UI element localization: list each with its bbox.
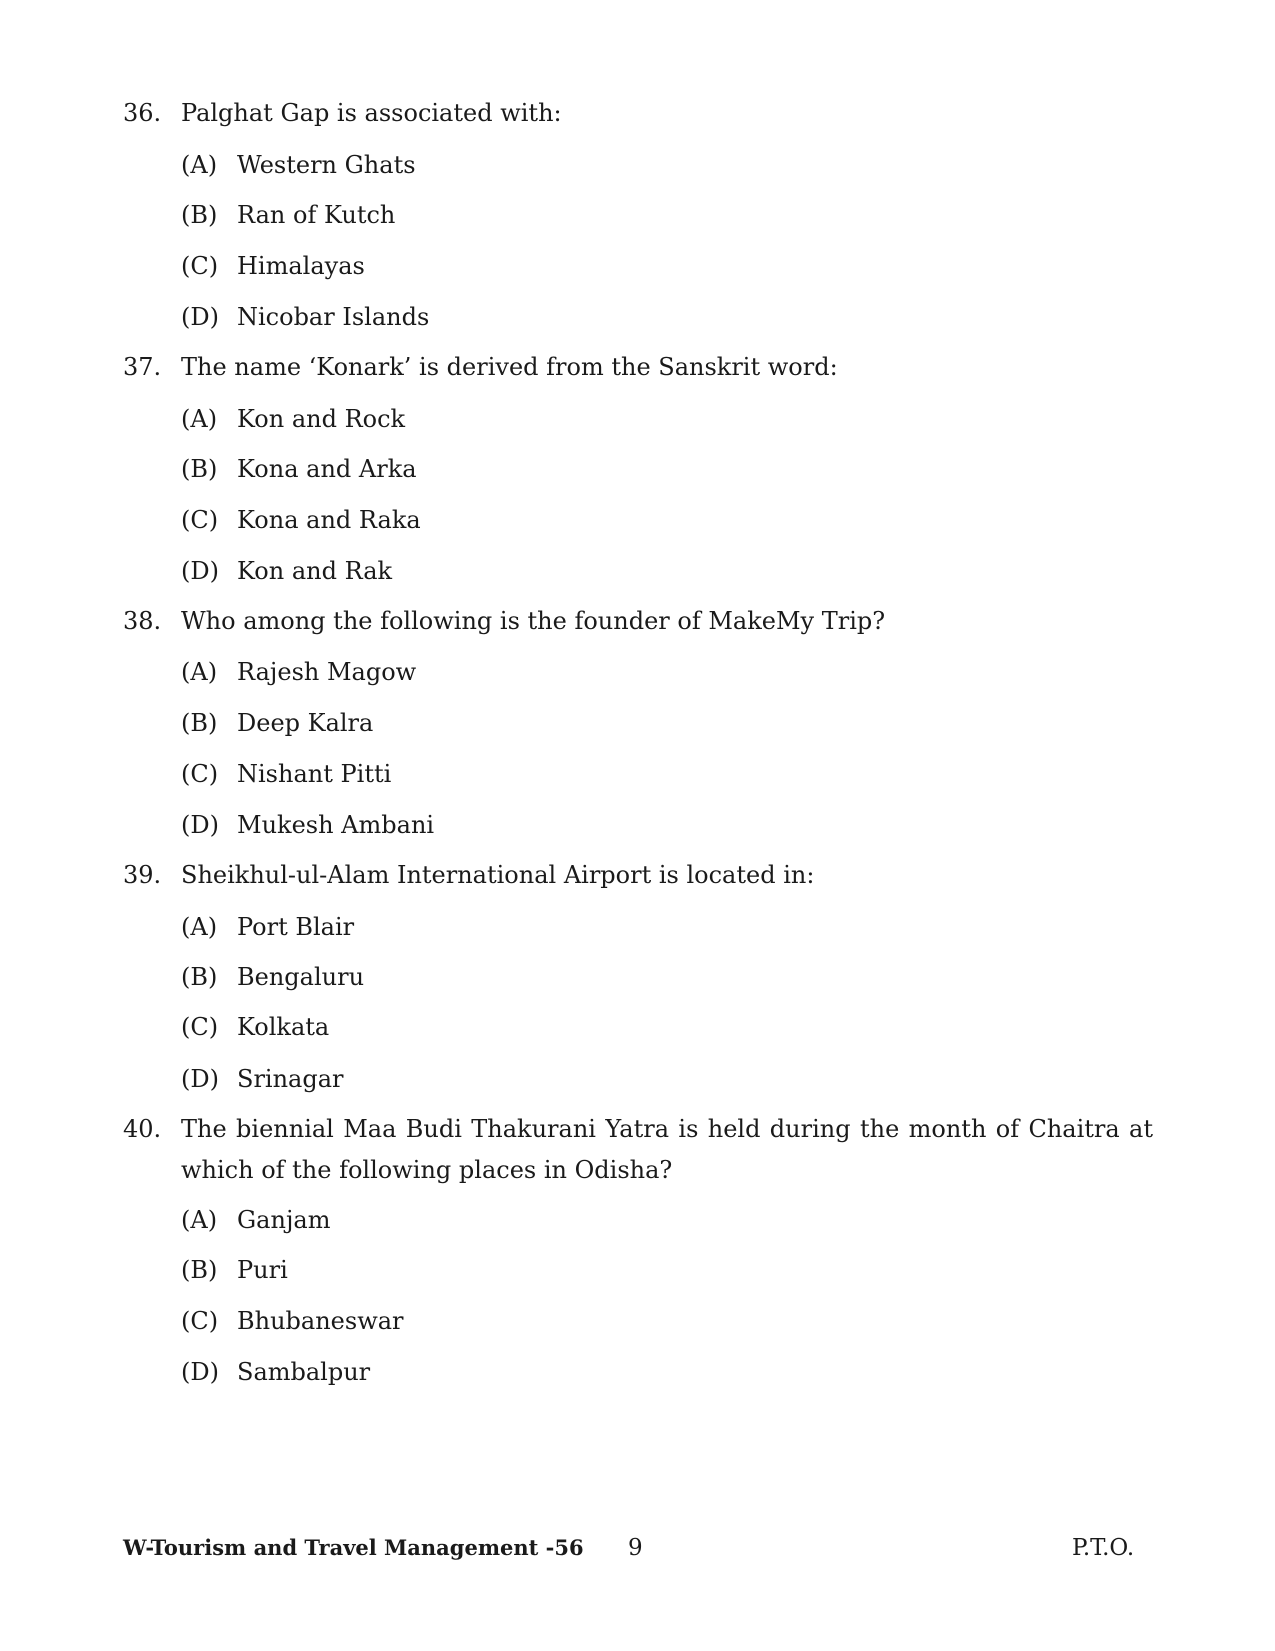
option-label: (A): [181, 405, 218, 433]
option-38-d: [181, 810, 434, 840]
question-39: [123, 855, 1153, 896]
option-40-a: [181, 1205, 330, 1235]
option-label: (C): [181, 1307, 219, 1335]
option-text: Kona and Raka: [237, 506, 421, 534]
question-stem: [123, 347, 1153, 388]
option-label: (D): [181, 811, 219, 839]
question-number: 37.: [123, 353, 162, 381]
option-40-d: [181, 1357, 370, 1387]
option-label: (D): [181, 303, 219, 331]
option-text: Sambalpur: [237, 1358, 371, 1386]
option-38-b: [181, 708, 373, 738]
question-stem: [123, 93, 1153, 134]
question-36: [123, 93, 1153, 134]
footer-subject: W-Tourism and Travel Management -56: [123, 1535, 584, 1560]
option-39-c: [181, 1012, 329, 1042]
question-number: 40.: [123, 1115, 162, 1143]
question-40: [123, 1109, 1153, 1191]
option-label: (D): [181, 1358, 219, 1386]
option-label: (B): [181, 201, 218, 229]
option-36-c: [181, 251, 365, 281]
option-label: (A): [181, 1206, 218, 1234]
option-text: Mukesh Ambani: [237, 811, 435, 839]
page-number: 9: [628, 1535, 643, 1561]
question-stem: [123, 601, 1153, 642]
option-label: (D): [181, 1065, 219, 1093]
option-37-a: [181, 404, 405, 434]
option-37-d: [181, 556, 392, 586]
option-label: (B): [181, 1256, 218, 1284]
question-text: Palghat Gap is associated with:: [181, 99, 562, 127]
option-text: Ganjam: [237, 1206, 331, 1234]
option-text: Rajesh Magow: [237, 658, 417, 686]
option-text: Western Ghats: [237, 151, 416, 179]
option-text: Deep Kalra: [237, 709, 374, 737]
question-stem: [123, 855, 1153, 896]
option-36-b: [181, 200, 395, 230]
option-36-d: [181, 302, 429, 332]
option-40-c: [181, 1306, 404, 1336]
option-label: (D): [181, 557, 219, 585]
question-text: Sheikhul-ul-Alam International Airport is located in:: [181, 861, 815, 889]
option-label: (B): [181, 709, 218, 737]
question-text: The name ‘Konark’ is derived from the Sanskrit word:: [181, 353, 838, 381]
question-number: 39.: [123, 861, 162, 889]
option-label: (C): [181, 1013, 219, 1041]
option-39-a: [181, 912, 354, 942]
option-label: (A): [181, 151, 218, 179]
option-text: Puri: [237, 1256, 288, 1284]
option-label: (B): [181, 455, 218, 483]
option-label: (C): [181, 760, 219, 788]
option-text: Kona and Arka: [237, 455, 417, 483]
option-text: Nishant Pitti: [237, 760, 392, 788]
question-text: Who among the following is the founder of MakeMy Trip?: [181, 607, 886, 635]
footer-pto: P.T.O.: [1072, 1535, 1135, 1561]
option-label: (A): [181, 913, 218, 941]
question-37: [123, 347, 1153, 388]
option-39-b: [181, 962, 364, 992]
option-38-a: [181, 657, 416, 687]
option-text: Nicobar Islands: [237, 303, 430, 331]
option-39-d: [181, 1064, 344, 1094]
option-text: Bhubaneswar: [237, 1307, 404, 1335]
question-38: [123, 601, 1153, 642]
option-text: Srinagar: [237, 1065, 344, 1093]
option-text: Himalayas: [237, 252, 365, 280]
option-label: (C): [181, 506, 219, 534]
option-38-c: [181, 759, 391, 789]
option-text: Port Blair: [237, 913, 355, 941]
question-stem: [123, 1109, 1153, 1191]
question-text: The biennial Maa Budi Thakurani Yatra is held during the month of Chaitra at which of the following places in Odisha?: [181, 1115, 1153, 1184]
option-text: Ran of Kutch: [237, 201, 396, 229]
option-text: Kolkata: [237, 1013, 330, 1041]
question-number: 36.: [123, 99, 162, 127]
option-text: Kon and Rak: [237, 557, 393, 585]
option-40-b: [181, 1255, 288, 1285]
option-label: (C): [181, 252, 219, 280]
option-text: Bengaluru: [237, 963, 365, 991]
question-number: 38.: [123, 607, 162, 635]
option-37-c: [181, 505, 421, 535]
option-text: Kon and Rock: [237, 405, 406, 433]
option-37-b: [181, 454, 417, 484]
option-36-a: [181, 150, 416, 180]
option-label: (A): [181, 658, 218, 686]
option-label: (B): [181, 963, 218, 991]
